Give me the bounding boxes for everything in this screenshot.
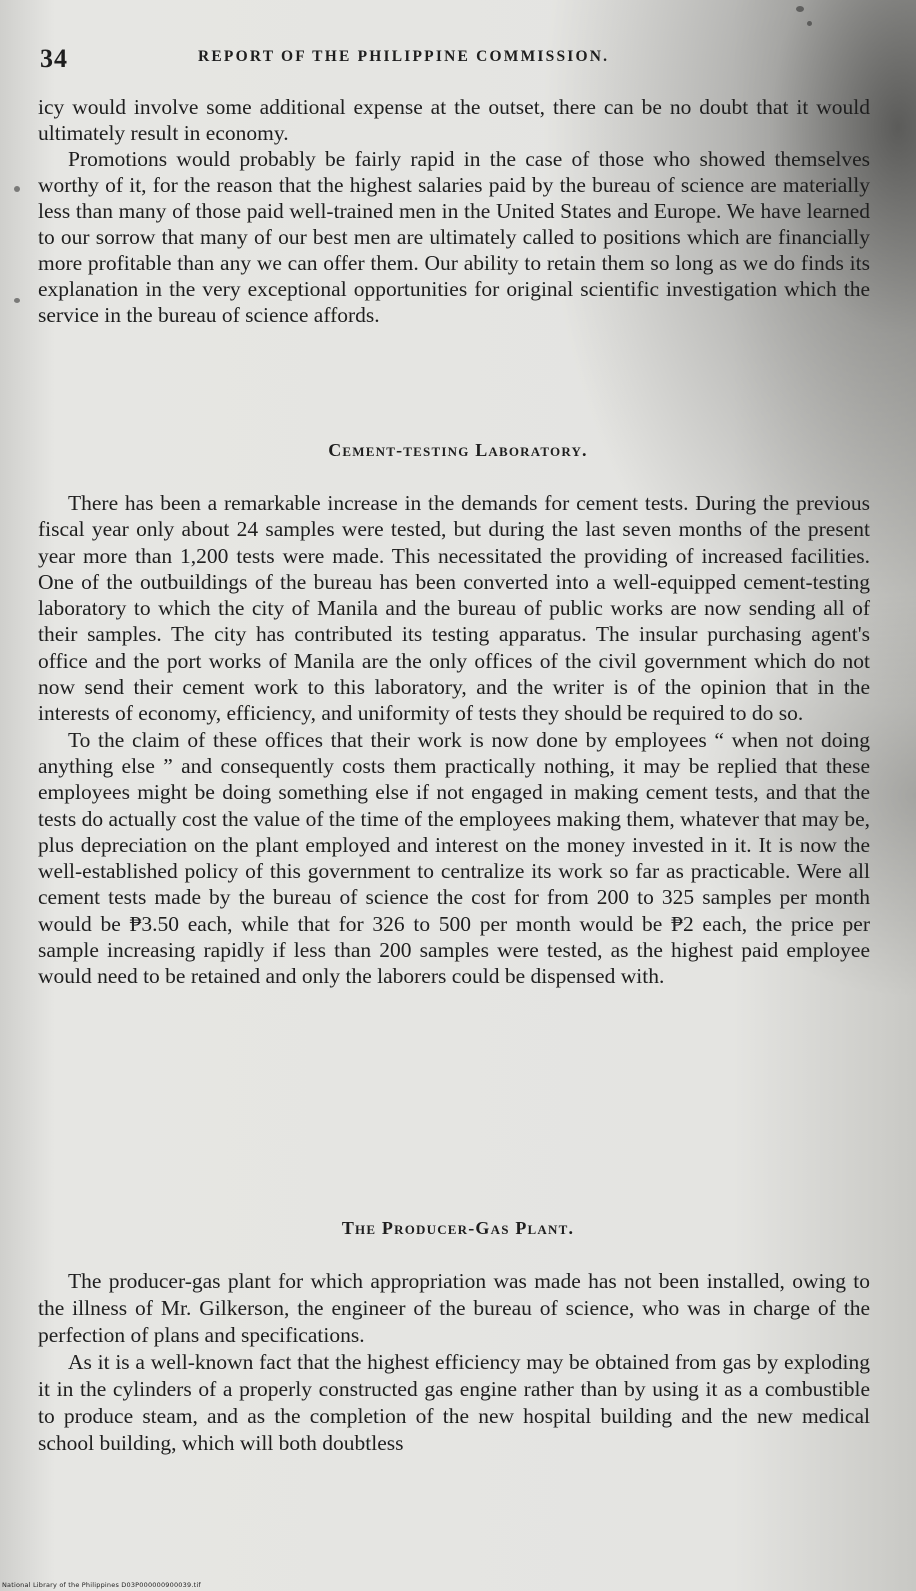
running-head: REPORT OF THE PHILIPPINE COMMISSION. bbox=[198, 48, 610, 65]
paragraph: The producer-gas plant for which appropriation was made has not been installed, owing to the illness of Mr. Gilkerson, the engineer of the bureau of science, who was in charge of the perfection of plans and specifications. bbox=[38, 1269, 870, 1347]
ink-blot bbox=[14, 186, 20, 192]
paragraph: icy would involve some additional expense at the outset, there can be no doubt that it would ultimately result in economy. bbox=[38, 95, 870, 145]
paragraph: There has been a remarkable increase in the demands for cement tests. During the previous fiscal year only about 24 samples were tested, but during the last seven months of the present year more than 1,200 tests were made. This necessitated the providing of increased facilities. One of the outbuildings of the bureau has been converted into a well-equipped cement-testing laboratory to which the city of Manila and the bureau of public works are now sending all of their samples. The city has contributed its testing apparatus. The insular purchasing agent's office and the port works of Manila are the only offices of the civil government which do not now send their cement work to this laboratory, and the writer is of the opinion that in the interests of economy, efficiency, and uniformity of tests they should be required to do so. bbox=[38, 491, 870, 726]
cement-text-block bbox=[38, 490, 870, 990]
page-header bbox=[40, 44, 870, 74]
paragraph: Promotions would probably be fairly rapid in the case of those who showed themselves worthy of it, for the reason that the highest salaries paid by the bureau of science are materially less than many of those paid well-trained men in the United States and Europe. We have learned to our sorrow that many of our best men are ultimately called to positions which are financially more profitable than any we can offer them. Our ability to retain them so long as we do finds its explanation in the very exceptional opportunities for original scientific investigation which the service in the bureau of science affords. bbox=[38, 147, 870, 327]
gas-plant-text-block bbox=[38, 1268, 870, 1457]
paragraph: As it is a well-known fact that the highest efficiency may be obtained from gas by exploding it in the cylinders of a properly constructed gas engine rather than by using it as a combustible to produce steam, and as the completion of the new hospital building and the new medical school building, which will both doubtless bbox=[38, 1350, 870, 1455]
paragraph: To the claim of these offices that their work is now done by employees “ when not doing anything else ” and consequently costs them practically nothing, it may be replied that these employees might be doing something else if not engaged in making cement tests, and that the tests do actually cost the value of the time of the employees making them, whatever that may be, plus depreciation on the plant employed and interest on the money invested in it. It is now the well-established policy of this government to centralize its work so far as practicable. Were all cement tests made by the bureau of science the cost for from 200 to 325 samples per month would be ₱3.50 each, while that for 326 to 500 per month would be ₱2 each, the price per sample increasing rapidly if less than 200 samples were tested, as the highest paid employee would need to be retained and only the laborers could be dispensed with. bbox=[38, 727, 870, 989]
page-number: 34 bbox=[40, 44, 68, 73]
ink-blot bbox=[807, 21, 812, 26]
section-heading-gas-plant: The Producer-Gas Plant. bbox=[341, 1218, 575, 1238]
ink-blot bbox=[796, 6, 804, 12]
intro-text-block bbox=[38, 94, 870, 328]
ink-blot bbox=[14, 298, 20, 303]
footer-credit: National Library of the Philippines D03P000000900039.tif bbox=[2, 1581, 201, 1589]
section-heading-cement: Cement-testing Laboratory. bbox=[328, 440, 588, 460]
